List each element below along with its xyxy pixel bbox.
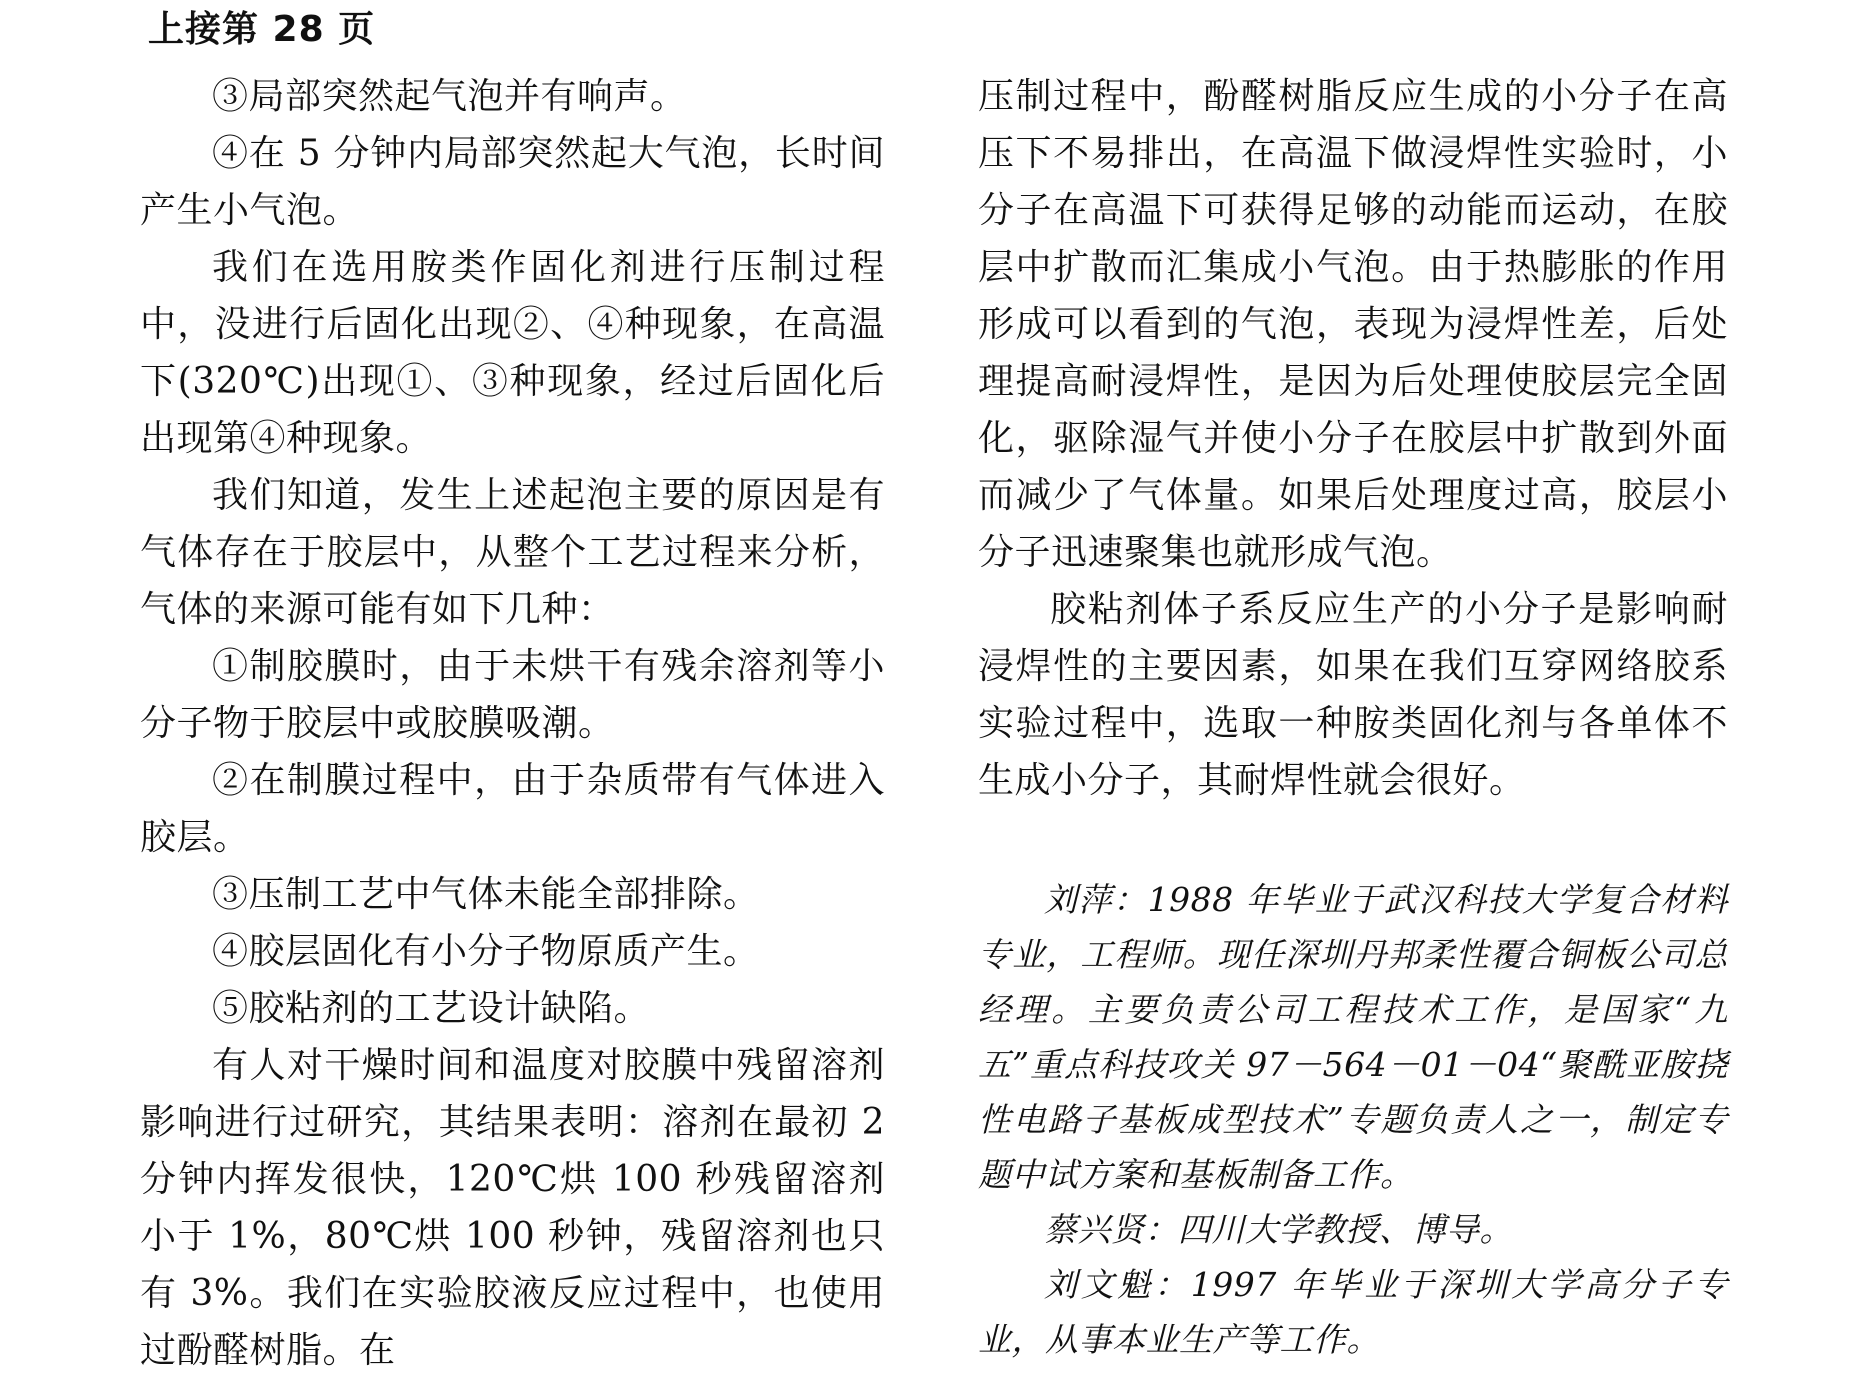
- author-bio-liu-ping: 刘萍：1988 年毕业于武汉科技大学复合材料专业，工程师。现任深圳丹邦柔性覆合铜板公司总经理。主要负责公司工程技术工作，是国家“九五”重点科技攻关 97－564－01－04“聚酰亚胺挠性电路子基板成型技术”专题负责人之一，制定专题中试方案和基板制备工作。: [978, 880, 1728, 1194]
- paragraph: ④在 5 分钟内局部突然起大气泡，长时间产生小气泡。: [140, 133, 885, 231]
- author-bios: [978, 872, 1728, 1367]
- paragraph: 我们在选用胺类作固化剂进行压制过程中，没进行后固化出现②、④种现象，在高温下(320℃)出现①、③种现象，经过后固化后出现第④种现象。: [140, 247, 885, 459]
- author-bio-cai-xingxian: 蔡兴贤：四川大学教授、博导。: [1044, 1210, 1513, 1249]
- paragraph: ⑤胶粘剂的工艺设计缺陷。: [212, 988, 651, 1029]
- paragraph: ④胶层固化有小分子物原质产生。: [212, 931, 760, 972]
- paragraph: ③压制工艺中气体未能全部排除。: [212, 874, 760, 915]
- paragraph: 有人对干燥时间和温度对胶膜中残留溶剂影响进行过研究，其结果表明：溶剂在最初 2 分钟内挥发很快，120℃烘 100 秒残留溶剂小于 1%，80℃烘 100 秒钟，残留溶剂也只有 3%。我们在实验胶液反应过程中，也使用过酚醛树脂。在: [140, 1045, 885, 1371]
- paragraph: 我们知道，发生上述起泡主要的原因是有气体存在于胶层中，从整个工艺过程来分析，气体的来源可能有如下几种：: [140, 475, 885, 630]
- paragraph: ②在制膜过程中，由于杂质带有气体进入胶层。: [140, 760, 885, 858]
- right-column: [978, 68, 1728, 1367]
- paragraph-continued: 压制过程中，酚醛树脂反应生成的小分子在高压下不易排出，在高温下做浸焊性实验时，小分子在高温下可获得足够的动能而运动，在胶层中扩散而汇集成小气泡。由于热膨胀的作用形成可以看到的气泡，表现为浸焊性差，后处理提高耐浸焊性，是因为后处理使胶层完全固化，驱除湿气并使小分子在胶层中扩散到外面而减少了气体量。如果后处理度过高，胶层小分子迅速聚集也就形成气泡。: [978, 76, 1728, 573]
- paragraph: ③局部突然起气泡并有响声。: [212, 76, 687, 117]
- continuation-header: 上接第 28 页: [148, 9, 376, 50]
- left-column: [140, 68, 885, 1379]
- author-bio-liu-wenkui: 刘文魁：1997 年毕业于深圳大学高分子专业，从事本业生产等工作。: [978, 1265, 1728, 1359]
- paragraph: 胶粘剂体子系反应生产的小分子是影响耐浸焊性的主要因素，如果在我们互穿网络胶系实验过程中，选取一种胺类固化剂与各单体不生成小分子，其耐焊性就会很好。: [978, 589, 1728, 801]
- paragraph: ①制胶膜时，由于未烘干有残余溶剂等小分子物于胶层中或胶膜吸潮。: [140, 646, 885, 744]
